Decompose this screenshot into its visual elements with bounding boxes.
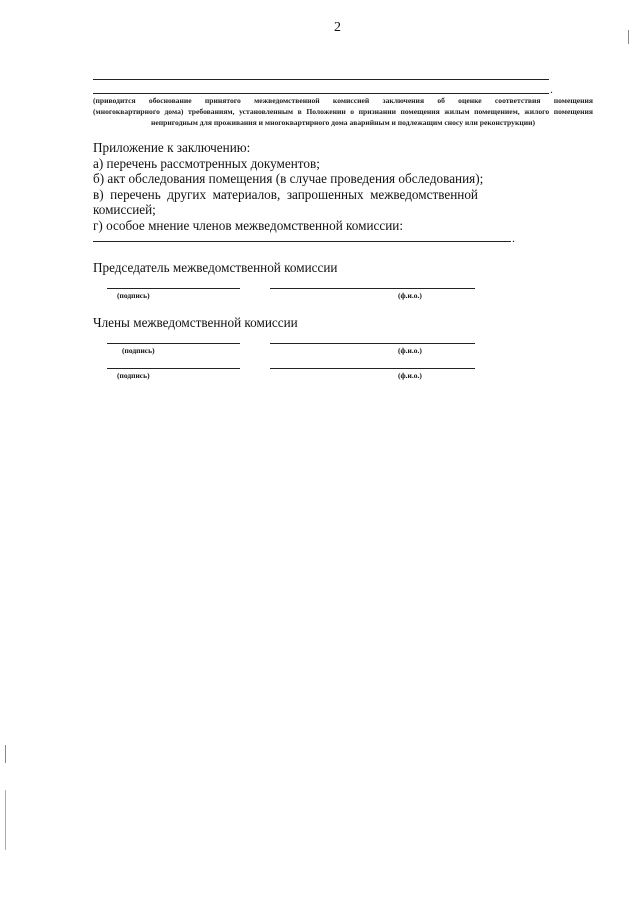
appendix-list <box>93 140 484 233</box>
scan-edge-mark <box>628 30 629 44</box>
justification-note-line-3: непригодным для проживания и многоквартирного дома аварийным и подлежащим сносу или реконструкции) <box>151 118 535 127</box>
scan-edge-mark <box>5 790 6 850</box>
chairman-heading: Председатель межведомственной комиссии <box>93 260 338 275</box>
chairman-name-line <box>270 288 475 289</box>
justification-note-line-2: (многоквартирного дома) требованиям, установленным в Положении о признании помещения жилым помещением, жилого помещения <box>93 107 593 116</box>
member-1-name-line <box>270 343 475 344</box>
special-opinion-line <box>93 241 511 242</box>
member-2-name-line <box>270 368 475 369</box>
member-2-signature-caption: (подпись) <box>117 371 150 380</box>
page-number: 2 <box>334 20 341 35</box>
justification-note-line-1: (приводится обоснование принятого межведомственной комиссией заключения об оценке соответствия помещения <box>93 96 593 105</box>
member-1-name-caption: (ф.и.о.) <box>398 346 422 355</box>
justification-period: . <box>550 82 553 96</box>
member-1-signature-caption: (подпись) <box>122 346 155 355</box>
appendix-title: Приложение к заключению: <box>93 140 251 155</box>
member-2-signature-line <box>107 368 240 369</box>
justification-line-2 <box>93 93 549 94</box>
appendix-item-b: б) акт обследования помещения (в случае проведения обследования); <box>93 171 484 186</box>
chairman-signature-caption: (подпись) <box>117 291 150 300</box>
appendix-item-c-line-1: в) перечень других материалов, запрошенных межведомственной <box>93 186 478 202</box>
scan-edge-mark <box>5 745 6 763</box>
justification-line-1 <box>93 79 549 80</box>
appendix-item-d: г) особое мнение членов межведомственной комиссии: <box>93 217 404 233</box>
member-2-name-caption: (ф.и.о.) <box>398 371 422 380</box>
member-1-signature-line <box>107 343 240 344</box>
appendix-item-c-line-2: комиссией; <box>93 202 156 217</box>
chairman-name-caption: (ф.и.о.) <box>398 291 422 300</box>
justification-note <box>93 95 593 128</box>
chairman-signature-line <box>107 288 240 289</box>
members-heading: Члены межведомственной комиссии <box>93 315 298 330</box>
appendix-item-a: а) перечень рассмотренных документов; <box>93 155 320 171</box>
special-opinion-period: . <box>512 231 515 245</box>
